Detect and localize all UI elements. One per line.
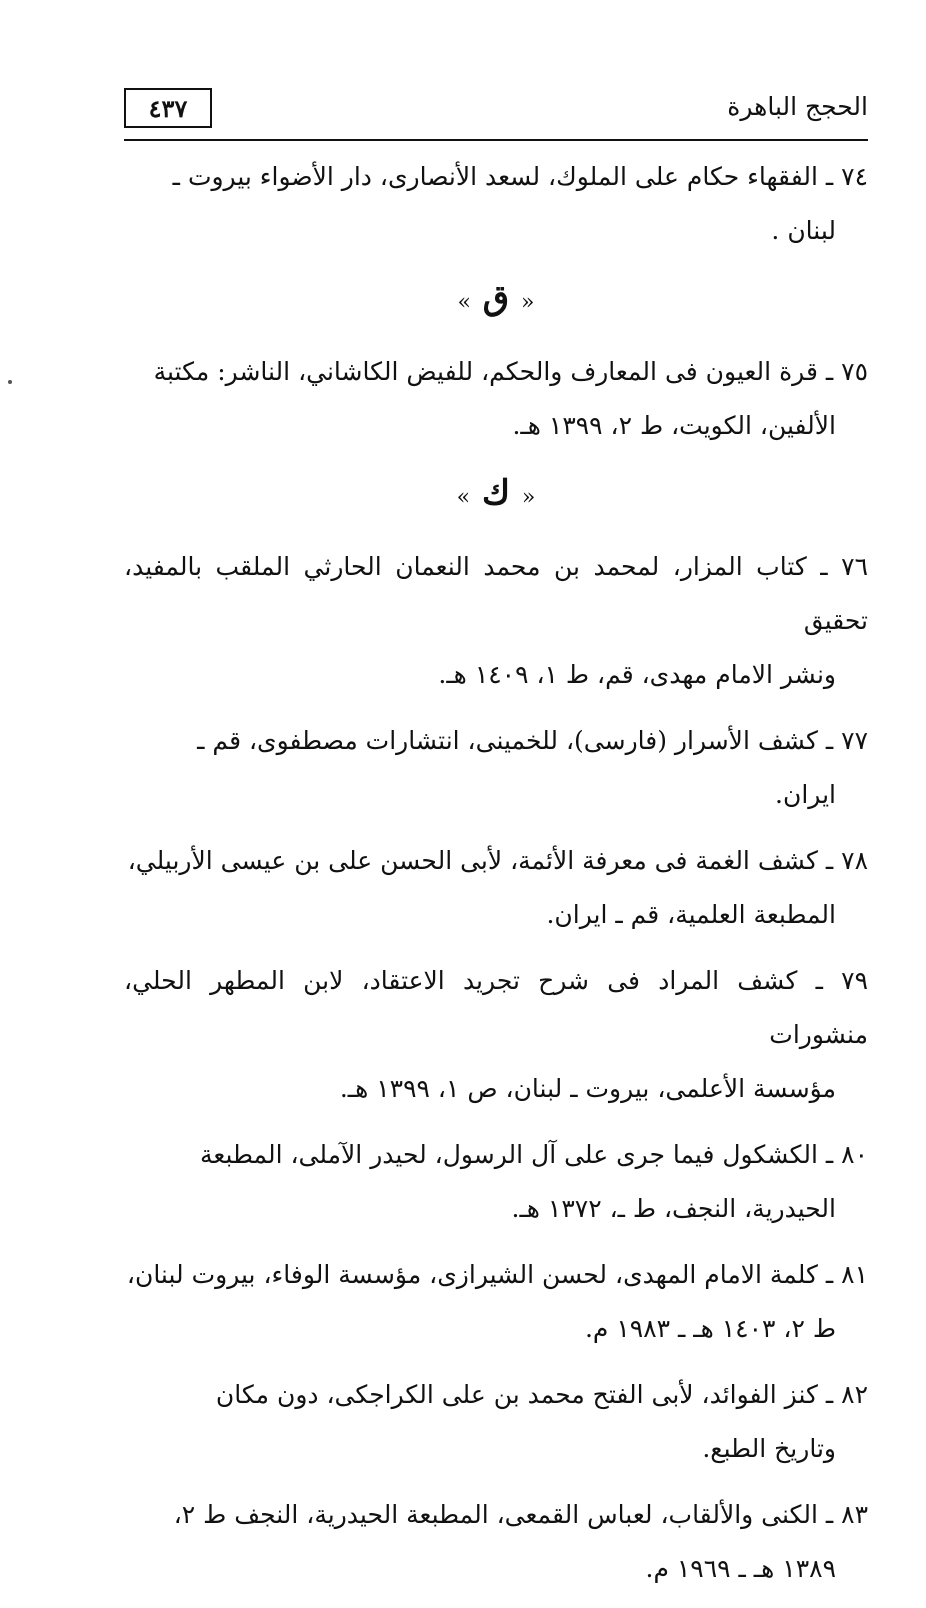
entry-line: ٨٠ ـ الكشكول فيما جرى على آل الرسول، لحيدر الآملى، المطبعة [200, 1140, 868, 1169]
entry-line: ايران. [775, 780, 836, 809]
entry-line: ٨٣ ـ الكنى والألقاب، لعباس القمعى، المطبعة الحيدرية، النجف ط ٢، [173, 1500, 868, 1529]
entry-line: مؤسسة الأعلمى، بيروت ـ لبنان، ص ١، ١٣٩٩ هـ. [339, 1074, 836, 1103]
entry-line: الحيدرية، النجف، ط ـ، ١٣٧٢ هـ. [511, 1194, 836, 1223]
scan-speck [8, 380, 12, 384]
entry-line: المطبعة العلمية، قم ـ ايران. [546, 900, 836, 929]
section-heading-qaf: « ق » [457, 278, 535, 318]
bibliography-entry-78 [124, 834, 868, 942]
header-rule [124, 139, 868, 141]
entry-line: ٧٨ ـ كشف الغمة فى معرفة الأئمة، لأبى الحسن على بن عيسى الأربيلي، [127, 846, 868, 875]
bibliography-entry-80 [124, 1128, 868, 1236]
bibliography-entry-77 [124, 714, 868, 822]
entry-line: ٧٧ ـ كشف الأسرار (فارسى)، للخمينى، انتشارات مصطفوى، قم ـ [197, 726, 868, 755]
entry-line: ٧٦ ـ كتاب المزار، لمحمد بن محمد النعمان الحارثي الملقب بالمفيد، تحقيق [124, 552, 868, 635]
bibliography-entry-82 [124, 1368, 868, 1476]
page-number-box [124, 88, 212, 128]
bibliography-entry-81 [124, 1248, 868, 1356]
page-number: ٤٣٧ [148, 93, 188, 123]
entry-line: ونشر الامام مهدى، قم، ط ١، ١٤٠٩ هـ. [438, 660, 836, 689]
entry-line: الألفين، الكويت، ط ٢، ١٣٩٩ هـ. [512, 411, 836, 440]
entry-line: ٨١ ـ كلمة الامام المهدى، لحسن الشيرازى، مؤسسة الوفاء، بيروت لبنان، [126, 1260, 868, 1289]
entry-line: لبنان . [771, 216, 836, 245]
bibliography-entry-83 [124, 1488, 868, 1596]
bibliography-entry-79 [124, 954, 868, 1116]
running-title: الحجج الباهرة [727, 92, 868, 121]
section-heading-kaf: « ك » [456, 473, 536, 513]
entry-line: ٧٤ ـ الفقهاء حكام على الملوك، لسعد الأنصارى، دار الأضواء بيروت ـ [172, 162, 868, 191]
section-letter: ك [481, 473, 511, 513]
entry-line: ط ٢، ١٤٠٣ هـ ـ ١٩٨٣ م. [584, 1314, 836, 1343]
bibliography-entry-75 [124, 345, 868, 453]
entry-line: ١٣٨٩ هـ ـ ١٩٦٩ م. [645, 1554, 836, 1583]
entry-line: وتاريخ الطبع. [702, 1434, 836, 1463]
entry-line: ٧٩ ـ كشف المراد فى شرح تجريد الاعتقاد، لابن المطهر الحلي، منشورات [124, 966, 868, 1049]
bibliography-entry-76 [124, 540, 868, 702]
bibliography-entry-74 [124, 150, 868, 258]
bibliography-list [124, 150, 868, 1608]
section-letter: ق [482, 278, 510, 318]
entry-line: ٧٥ ـ قرة العيون فى المعارف والحكم، للفيض الكاشاني، الناشر: مكتبة [153, 357, 868, 386]
entry-line: ٨٢ ـ كنز الفوائد، لأبى الفتح محمد بن على الكراجكى، دون مكان [215, 1380, 868, 1409]
